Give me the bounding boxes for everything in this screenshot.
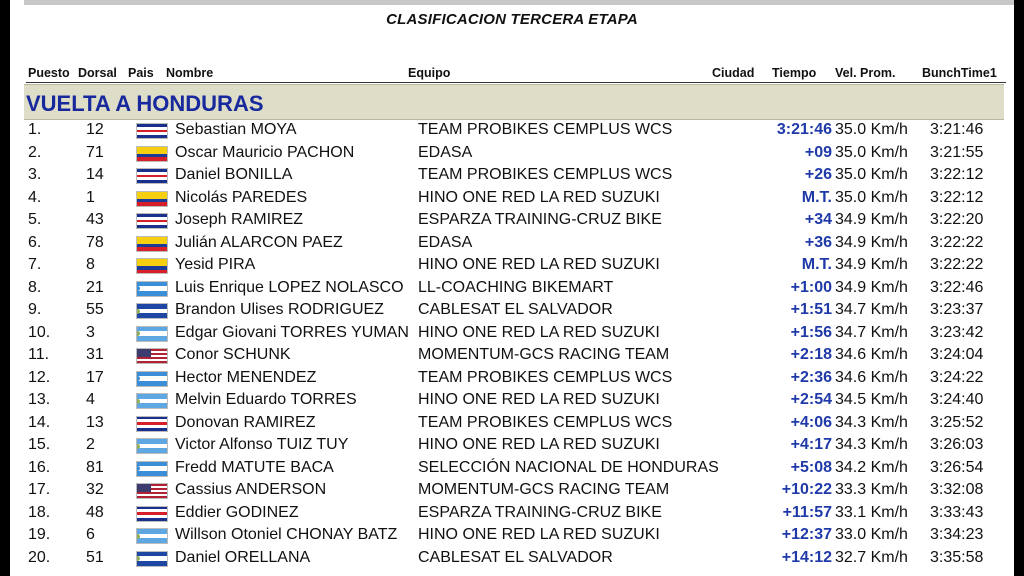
time-cell: +2:36 xyxy=(790,368,832,386)
section-banner xyxy=(24,84,1004,120)
time-cell: +5:08 xyxy=(790,458,832,476)
country-flag-icon xyxy=(136,371,168,387)
time-cell: M.T. xyxy=(801,188,832,206)
table-row xyxy=(26,434,1006,457)
time-cell: +2:54 xyxy=(790,391,832,408)
country-flag-icon xyxy=(136,348,168,364)
bunch-time-cell: 3:24:40 xyxy=(930,391,984,408)
team-cell: HINO ONE RED LA RED SUZUKI xyxy=(418,256,660,273)
team-cell: ESPARZA TRAINING-CRUZ BIKE xyxy=(418,503,662,521)
bunch-time-cell: 3:26:03 xyxy=(930,436,984,453)
team-cell: SELECCIÓN NACIONAL DE HONDURAS xyxy=(418,458,719,476)
position-cell: 1. xyxy=(28,121,42,138)
header-pais: Pais xyxy=(128,66,154,80)
speed-cell: 34.5 Km/h xyxy=(835,391,908,408)
country-flag-icon xyxy=(136,281,168,297)
speed-cell: 34.7 Km/h xyxy=(835,323,908,341)
team-cell: LL-COACHING BIKEMART xyxy=(418,278,614,296)
country-flag-icon xyxy=(136,551,168,567)
bunch-time-cell: 3:21:55 xyxy=(930,143,984,161)
time-cell: +36 xyxy=(804,233,832,251)
name-cell: Hector MENENDEZ xyxy=(175,368,317,386)
position-cell: 11. xyxy=(28,346,50,363)
speed-cell: 34.3 Km/h xyxy=(835,413,908,431)
speed-cell: 33.3 Km/h xyxy=(835,481,908,498)
time-cell: +1:00 xyxy=(790,278,832,296)
country-flag-icon xyxy=(136,416,168,432)
time-cell: +2:18 xyxy=(790,346,832,363)
table-row xyxy=(26,389,1006,412)
bib-cell: 1 xyxy=(86,188,95,206)
position-cell: 12. xyxy=(28,368,51,386)
time-cell: +14:12 xyxy=(781,548,832,566)
team-cell: ESPARZA TRAINING-CRUZ BIKE xyxy=(418,211,662,228)
table-row xyxy=(26,209,1006,232)
team-cell: HINO ONE RED LA RED SUZUKI xyxy=(418,526,660,543)
speed-cell: 34.9 Km/h xyxy=(835,233,908,251)
speed-cell: 33.0 Km/h xyxy=(835,526,908,543)
name-cell: Joseph RAMIREZ xyxy=(175,211,304,228)
time-cell: +4:06 xyxy=(790,413,832,431)
time-cell: +34 xyxy=(804,211,832,228)
bib-cell: 51 xyxy=(86,548,104,566)
bib-cell: 32 xyxy=(86,481,104,498)
position-cell: 14. xyxy=(28,413,51,431)
header-divider xyxy=(26,82,1006,83)
table-row xyxy=(26,254,1006,277)
speed-cell: 33.1 Km/h xyxy=(835,503,908,521)
bunch-time-cell: 3:33:43 xyxy=(930,503,984,521)
header-puesto: Puesto xyxy=(28,66,70,80)
position-cell: 7. xyxy=(28,256,42,273)
speed-cell: 32.7 Km/h xyxy=(835,548,908,566)
name-cell: Melvin Eduardo TORRES xyxy=(175,391,357,408)
team-cell: HINO ONE RED LA RED SUZUKI xyxy=(418,436,660,453)
bunch-time-cell: 3:24:04 xyxy=(930,346,984,363)
speed-cell: 34.6 Km/h xyxy=(835,368,908,386)
speed-cell: 35.0 Km/h xyxy=(835,143,908,161)
table-row xyxy=(26,299,1006,322)
bunch-time-cell: 3:34:23 xyxy=(930,526,984,543)
time-cell: +26 xyxy=(804,166,832,183)
name-cell: Brandon Ulises RODRIGUEZ xyxy=(175,301,384,318)
country-flag-icon xyxy=(136,213,168,229)
bib-cell: 48 xyxy=(86,503,104,521)
bunch-time-cell: 3:23:42 xyxy=(930,323,984,341)
name-cell: Julián ALARCON PAEZ xyxy=(175,233,343,251)
bib-cell: 71 xyxy=(86,143,104,161)
bib-cell: 31 xyxy=(86,346,104,363)
speed-cell: 34.3 Km/h xyxy=(835,436,908,453)
name-cell: Oscar Mauricio PACHON xyxy=(175,143,355,161)
name-cell: Willson Otoniel CHONAY BATZ xyxy=(175,526,398,543)
name-cell: Yesid PIRA xyxy=(175,256,256,273)
bunch-time-cell: 3:26:54 xyxy=(930,458,984,476)
bunch-time-cell: 3:22:20 xyxy=(930,211,984,228)
country-flag-icon xyxy=(136,483,168,499)
country-flag-icon xyxy=(136,146,168,162)
bunch-time-cell: 3:22:12 xyxy=(930,166,984,183)
name-cell: Cassius ANDERSON xyxy=(175,481,327,498)
country-flag-icon xyxy=(136,191,168,207)
bib-cell: 78 xyxy=(86,233,104,251)
team-cell: MOMENTUM-GCS RACING TEAM xyxy=(418,346,670,363)
bunch-time-cell: 3:32:08 xyxy=(930,481,984,498)
bunch-time-cell: 3:22:12 xyxy=(930,188,984,206)
position-cell: 13. xyxy=(28,391,51,408)
speed-cell: 34.6 Km/h xyxy=(835,346,908,363)
table-row xyxy=(26,502,1006,525)
team-cell: TEAM PROBIKES CEMPLUS WCS xyxy=(418,368,673,386)
position-cell: 20. xyxy=(28,548,51,566)
team-cell: TEAM PROBIKES CEMPLUS WCS xyxy=(418,121,673,138)
name-cell: Edgar Giovani TORRES YUMAN xyxy=(175,323,409,341)
bib-cell: 6 xyxy=(86,526,95,543)
name-cell: Nicolás PAREDES xyxy=(175,188,308,206)
name-cell: Conor SCHUNK xyxy=(175,346,291,363)
bunch-time-cell: 3:21:46 xyxy=(930,121,984,138)
country-flag-icon xyxy=(136,303,168,319)
table-row xyxy=(26,479,1006,502)
bunch-time-cell: 3:25:52 xyxy=(930,413,984,431)
name-cell: Eddier GODINEZ xyxy=(175,503,299,521)
country-flag-icon xyxy=(136,461,168,477)
country-flag-icon xyxy=(136,123,168,139)
table-row xyxy=(26,232,1006,255)
time-cell: +10:22 xyxy=(781,481,832,498)
bunch-time-cell: 3:22:22 xyxy=(930,233,984,251)
header-velocidad: Vel. Prom. xyxy=(835,66,896,80)
position-cell: 18. xyxy=(28,503,51,521)
country-flag-icon xyxy=(136,506,168,522)
position-cell: 6. xyxy=(28,233,42,251)
country-flag-icon xyxy=(136,528,168,544)
speed-cell: 34.2 Km/h xyxy=(835,458,908,476)
name-cell: Daniel BONILLA xyxy=(175,166,293,183)
bunch-time-cell: 3:22:46 xyxy=(930,278,984,296)
team-cell: CABLESAT EL SALVADOR xyxy=(418,548,613,566)
position-cell: 9. xyxy=(28,301,42,318)
bib-cell: 21 xyxy=(86,278,104,296)
team-cell: TEAM PROBIKES CEMPLUS WCS xyxy=(418,166,673,183)
time-cell: +12:37 xyxy=(781,526,832,543)
time-cell: M.T. xyxy=(801,256,832,273)
table-row xyxy=(26,367,1006,390)
position-cell: 2. xyxy=(28,143,42,161)
bib-cell: 2 xyxy=(86,436,95,453)
time-cell: 3:21:46 xyxy=(776,121,832,138)
position-cell: 8. xyxy=(28,278,42,296)
position-cell: 19. xyxy=(28,526,51,543)
bib-cell: 43 xyxy=(86,211,104,228)
speed-cell: 34.9 Km/h xyxy=(835,278,908,296)
table-row xyxy=(26,277,1006,300)
speed-cell: 34.7 Km/h xyxy=(835,301,908,318)
speed-cell: 34.9 Km/h xyxy=(835,211,908,228)
team-cell: HINO ONE RED LA RED SUZUKI xyxy=(418,323,660,341)
team-cell: EDASA xyxy=(418,143,473,161)
top-divider xyxy=(24,0,1014,5)
country-flag-icon xyxy=(136,438,168,454)
time-cell: +11:57 xyxy=(782,503,832,521)
team-cell: HINO ONE RED LA RED SUZUKI xyxy=(418,188,660,206)
table-row xyxy=(26,322,1006,345)
bunch-time-cell: 3:22:22 xyxy=(930,256,984,273)
header-nombre: Nombre xyxy=(166,66,214,80)
time-cell: +1:56 xyxy=(790,323,832,341)
table-row xyxy=(26,524,1006,547)
position-cell: 10. xyxy=(28,323,51,341)
country-flag-icon xyxy=(136,236,168,252)
team-cell: CABLESAT EL SALVADOR xyxy=(418,301,613,318)
name-cell: Victor Alfonso TUIZ TUY xyxy=(175,436,349,453)
results-page xyxy=(10,0,1014,576)
results-table xyxy=(26,119,1006,569)
speed-cell: 35.0 Km/h xyxy=(835,166,908,183)
document-title: CLASIFICACION TERCERA ETAPA xyxy=(386,11,638,28)
speed-cell: 35.0 Km/h xyxy=(835,121,908,138)
position-cell: 17. xyxy=(28,481,51,498)
header-equipo: Equipo xyxy=(408,66,451,80)
time-cell: +09 xyxy=(804,143,832,161)
bunch-time-cell: 3:24:22 xyxy=(930,368,984,386)
table-row xyxy=(26,164,1006,187)
name-cell: Luis Enrique LOPEZ NOLASCO xyxy=(175,278,404,296)
bib-cell: 14 xyxy=(86,166,104,183)
country-flag-icon xyxy=(136,258,168,274)
table-row xyxy=(26,142,1006,165)
position-cell: 15. xyxy=(28,436,51,453)
section-title: VUELTA A HONDURAS xyxy=(26,91,264,116)
country-flag-icon xyxy=(136,393,168,409)
speed-cell: 35.0 Km/h xyxy=(835,188,908,206)
bib-cell: 13 xyxy=(86,413,104,431)
position-cell: 16. xyxy=(28,458,51,476)
bib-cell: 81 xyxy=(86,458,104,476)
name-cell: Sebastian MOYA xyxy=(175,121,297,138)
header-tiempo: Tiempo xyxy=(772,66,817,80)
country-flag-icon xyxy=(136,168,168,184)
table-header xyxy=(26,66,1006,82)
table-row xyxy=(26,187,1006,210)
table-row xyxy=(26,119,1006,142)
team-cell: HINO ONE RED LA RED SUZUKI xyxy=(418,391,660,408)
bunch-time-cell: 3:35:58 xyxy=(930,548,984,566)
speed-cell: 34.9 Km/h xyxy=(835,256,908,273)
position-cell: 5. xyxy=(28,211,42,228)
table-row xyxy=(26,412,1006,435)
bib-cell: 55 xyxy=(86,301,104,318)
bib-cell: 12 xyxy=(86,121,104,138)
country-flag-icon xyxy=(136,326,168,342)
header-bunch: BunchTime1 xyxy=(922,66,997,80)
header-dorsal: Dorsal xyxy=(78,66,117,80)
time-cell: +4:17 xyxy=(790,436,832,453)
name-cell: Fredd MATUTE BACA xyxy=(175,458,334,476)
table-row xyxy=(26,547,1006,570)
table-row xyxy=(26,457,1006,480)
position-cell: 4. xyxy=(28,188,42,206)
table-row xyxy=(26,344,1006,367)
bib-cell: 8 xyxy=(86,256,95,273)
team-cell: TEAM PROBIKES CEMPLUS WCS xyxy=(418,413,673,431)
name-cell: Donovan RAMIREZ xyxy=(175,413,316,431)
team-cell: EDASA xyxy=(418,233,473,251)
position-cell: 3. xyxy=(28,166,42,183)
bib-cell: 3 xyxy=(86,323,95,341)
time-cell: +1:51 xyxy=(790,301,832,318)
team-cell: MOMENTUM-GCS RACING TEAM xyxy=(418,481,670,498)
bib-cell: 17 xyxy=(86,368,104,386)
bunch-time-cell: 3:23:37 xyxy=(930,301,984,318)
bib-cell: 4 xyxy=(86,391,95,408)
name-cell: Daniel ORELLANA xyxy=(175,548,311,566)
header-ciudad: Ciudad xyxy=(712,66,755,80)
